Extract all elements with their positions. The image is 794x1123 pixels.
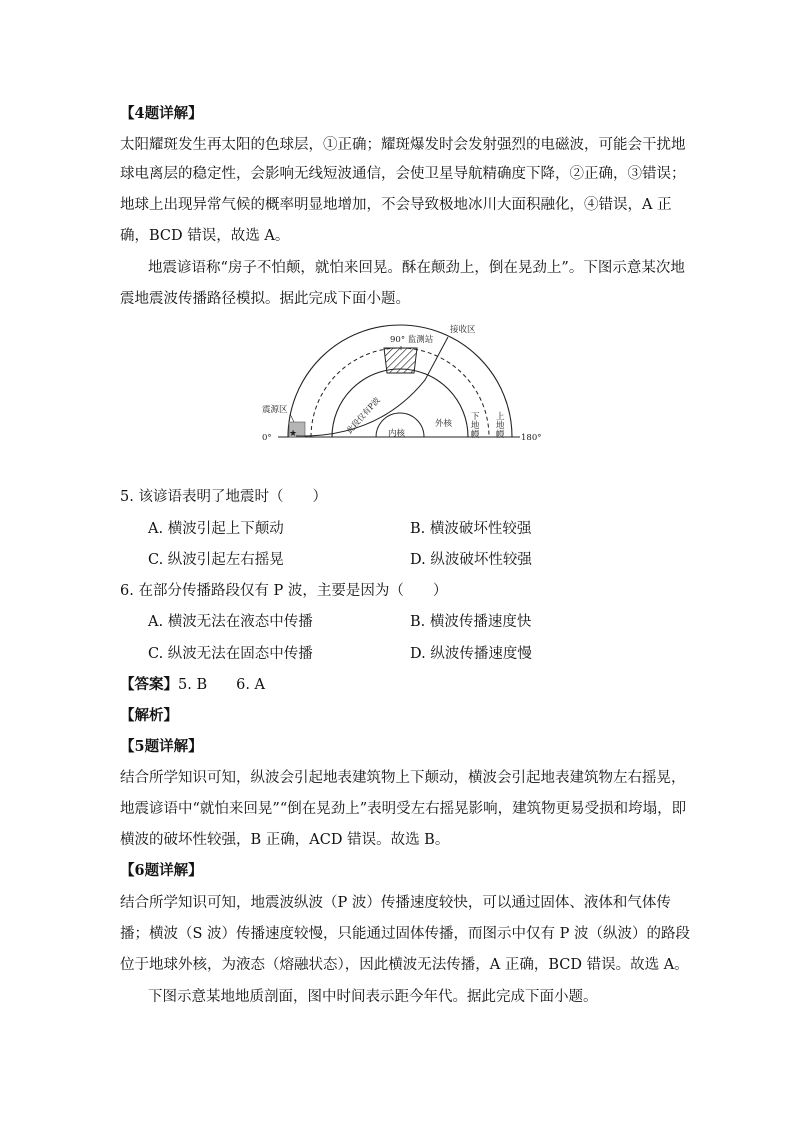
section6-header: 【6题详解】 [120, 862, 203, 879]
section6-line-1: 结合所学知识可知，地震波纵波（P 波）传播速度较快，可以通过固体、液体和气体传 [120, 895, 671, 911]
q5-option-a: A. 横波引起上下颠动 [148, 521, 284, 537]
section5-line-3: 横波的破坏性较强，B 正确，ACD 错误。故选 B。 [120, 832, 450, 848]
q5-stem: 5. 该谚语表明了地震时（ ） [120, 489, 327, 505]
label-upper-mantle-1: 上 [496, 412, 505, 422]
section5-header: 【5题详解】 [120, 738, 203, 755]
q6-option-d: D. 纵波传播速度慢 [410, 646, 532, 662]
intro-line-2: 震地震波传播路径模拟。据此完成下面小题。 [120, 291, 410, 307]
label-zero: 0° [262, 433, 272, 443]
seismic-wave-figure [258, 320, 548, 470]
section4-line-3: 地球上出现异常气候的概率明显地增加，不会导致极地冰川大面积融化，④错误，A 正 [120, 197, 672, 213]
wave-path [296, 337, 448, 436]
label-source: 震源区 [262, 405, 288, 415]
label-upper-mantle-3: 幔 [496, 430, 505, 440]
q5-option-d: D. 纵波破坏性较强 [410, 552, 532, 568]
label-inner-core: 内核 [388, 429, 406, 439]
label-outer-core: 外核 [435, 419, 453, 429]
answer-label: 【答案】 [120, 676, 178, 693]
section5-line-2: 地震谚语中“就怕来回晃”“倒在晃劲上”表明受左右摇晃影响，建筑物更易受损和垮塌，即 [120, 801, 687, 817]
answer-text: 5. B 6. A [178, 677, 266, 693]
section4-line-4: 确，BCD 错误，故选 A。 [120, 228, 290, 244]
section6-line-2: 播；横波（S 波）传播速度较慢，只能通过固体传播，而图示中仅有 P 波（纵波）的路段 [120, 926, 691, 942]
q5-option-c: C. 纵波引起左右摇晃 [148, 552, 284, 568]
label-receive: 接收区 [450, 325, 476, 335]
section6-line-3: 位于地球外核，为液态（熔融状态），因此横波无法传播，A 正确，BCD 错误。故选 A。 [120, 957, 689, 973]
q5-option-b: B. 横波破坏性较强 [410, 521, 532, 537]
q6-option-b: B. 横波传播速度快 [410, 614, 532, 630]
section4-line-1: 太阳耀斑发生再太阳的色球层，①正确；耀斑爆发时会发射强烈的电磁波，可能会干扰地 [120, 137, 686, 153]
q6-stem: 6. 在部分传播路段仅有 P 波，主要是因为（ ） [120, 583, 448, 599]
analysis-label: 【解析】 [120, 707, 178, 724]
label-station: 90° 监测站 [390, 335, 434, 345]
outro-line: 下图示意某地地质剖面，图中时间表示距今年代。据此完成下面小题。 [148, 989, 598, 1005]
label-lower-mantle-1: 下 [471, 412, 480, 422]
section4-header: 【4题详解】 [120, 105, 203, 122]
source-pointer [290, 414, 294, 422]
intro-line-1: 地震谚语称“房子不怕颠，就怕来回晃。酥在颠劲上，倒在晃劲上”。下图示意某次地 [148, 260, 685, 276]
receiving-region [384, 348, 417, 373]
answer-line [120, 675, 680, 697]
section5-line-1: 结合所学知识可知，纵波会引起地表建筑物上下颠动，横波会引起地表建筑物左右摇晃， [120, 770, 686, 786]
label-p-wave-segment: 此段仅有P波 [344, 395, 382, 436]
section4-line-2: 球电离层的稳定性，会影响无线短波通信，会使卫星导航精确度下降，②正确，③错误； [120, 166, 686, 182]
q6-option-a: A. 横波无法在液态中传播 [148, 614, 313, 630]
label-lower-mantle-2: 地 [471, 421, 480, 431]
label-180: 180° [521, 433, 542, 443]
label-upper-mantle-2: 地 [496, 421, 505, 431]
star-icon: ★ [289, 429, 298, 439]
label-lower-mantle-3: 幔 [471, 430, 480, 440]
q6-option-c: C. 纵波无法在固态中传播 [148, 646, 313, 662]
